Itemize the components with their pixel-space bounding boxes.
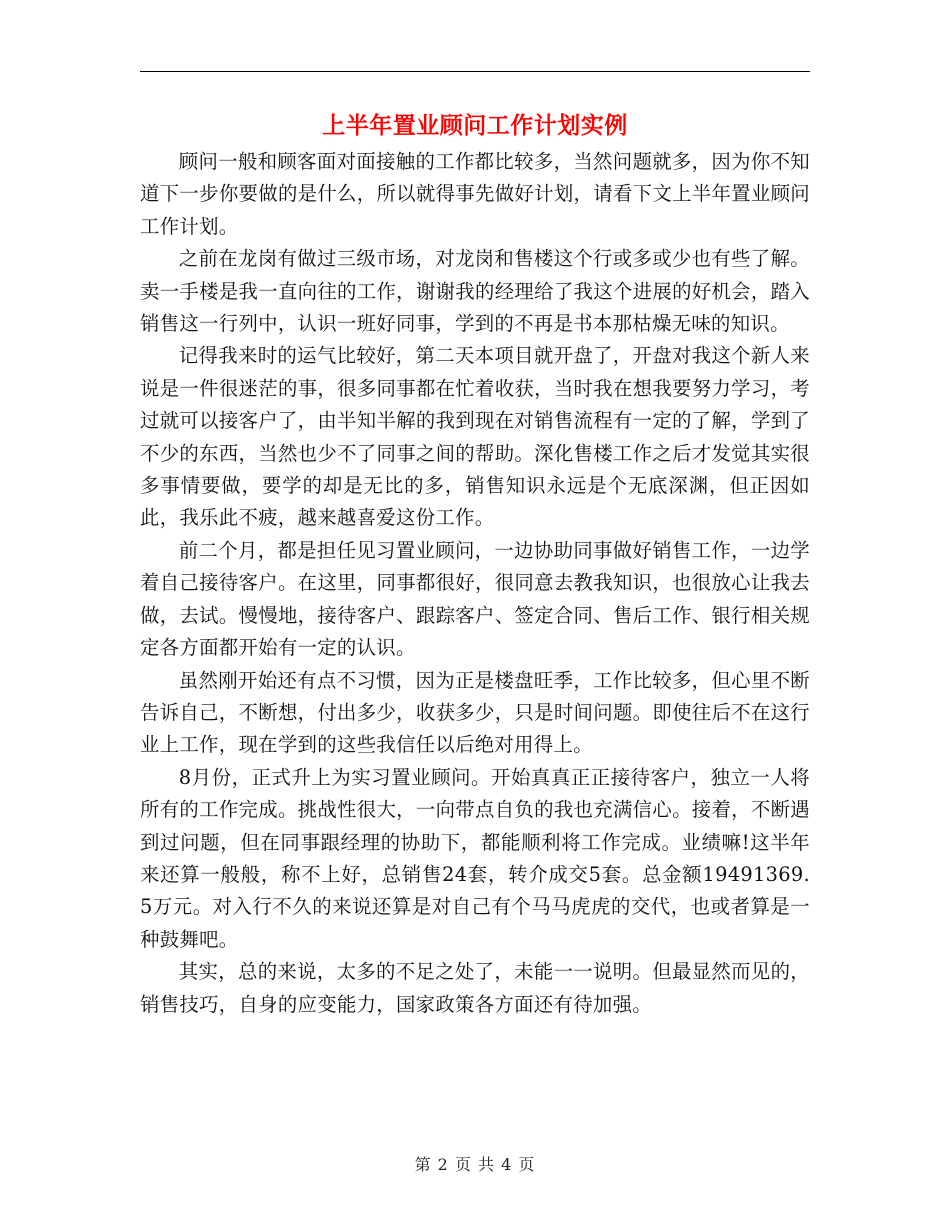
paragraph-3: 记得我来时的运气比较好，第二天本项目就开盘了，开盘对我这个新人来说是一件很迷茫的事，很多同事都在忙着收获，当时我在想我要努力学习，考过就可以接客户了，由半知半解的我到现在对销售流程有一定的了解，学到了不少的东西，当然也少不了同事之间的帮助。深化售楼工作之后才发觉其实很多事情要做，要学的却是无比的多，销售知识永远是个无底深渊，但正因如此，我乐此不疲，越来越喜爱这份工作。 — [140, 344, 810, 530]
page-number: 第 2 页 共 4 页 — [414, 1155, 536, 1174]
paragraph-7: 其实，总的来说，太多的不足之处了，未能一一说明。但最显然而见的，销售技巧，自身的应变能力，国家政策各方面还有待加强。 — [140, 960, 810, 1016]
paragraph-5: 虽然刚开始还有点不习惯，因为正是楼盘旺季，工作比较多，但心里不断告诉自己，不断想，付出多少，收获多少，只是时间问题。即使往后不在这行业上工作，现在学到的这些我信任以后绝对用得上。 — [140, 668, 810, 757]
document-body — [140, 146, 810, 1021]
paragraph-4: 前二个月，都是担任见习置业顾问，一边协助同事做好销售工作，一边学着自己接待客户。在这里，同事都很好，很同意去教我知识，也很放心让我去做，去试。慢慢地，接待客户、跟踪客户、签定合同、售后工作、银行相关规定各方面都开始有一定的认识。 — [140, 538, 810, 660]
paragraph-2: 之前在龙岗有做过三级市场，对龙岗和售楼这个行或多或少也有些了解。卖一手楼是我一直向往的工作，谢谢我的经理给了我这个进展的好机会，踏入销售这一行列中，认识一班好同事，学到的不再是书本那枯燥无味的知识。 — [140, 247, 810, 336]
header-rule — [140, 71, 810, 72]
paragraph-1: 顾问一般和顾客面对面接触的工作都比较多，当然问题就多，因为你不知道下一步你要做的是什么，所以就得事先做好计划，请看下文上半年置业顾问工作计划。 — [140, 150, 810, 238]
paragraph-6: 8月份，正式升上为实习置业顾问。开始真真正正接待客户，独立一人将所有的工作完成。挑战性很大，一向带点自负的我也充满信心。接着，不断遇到过问题，但在同事跟经理的协助下，都能顺利将工作完成。业绩嘛!这半年来还算一般般，称不上好，总销售24套，转介成交5套。总金额19491369.5万元。对入行不久的来说还算是对自己有个马马虎虎的交代，也或者算是一种鼓舞吧。 — [140, 765, 810, 951]
document-title: 上半年置业顾问工作计划实例 — [322, 112, 628, 139]
